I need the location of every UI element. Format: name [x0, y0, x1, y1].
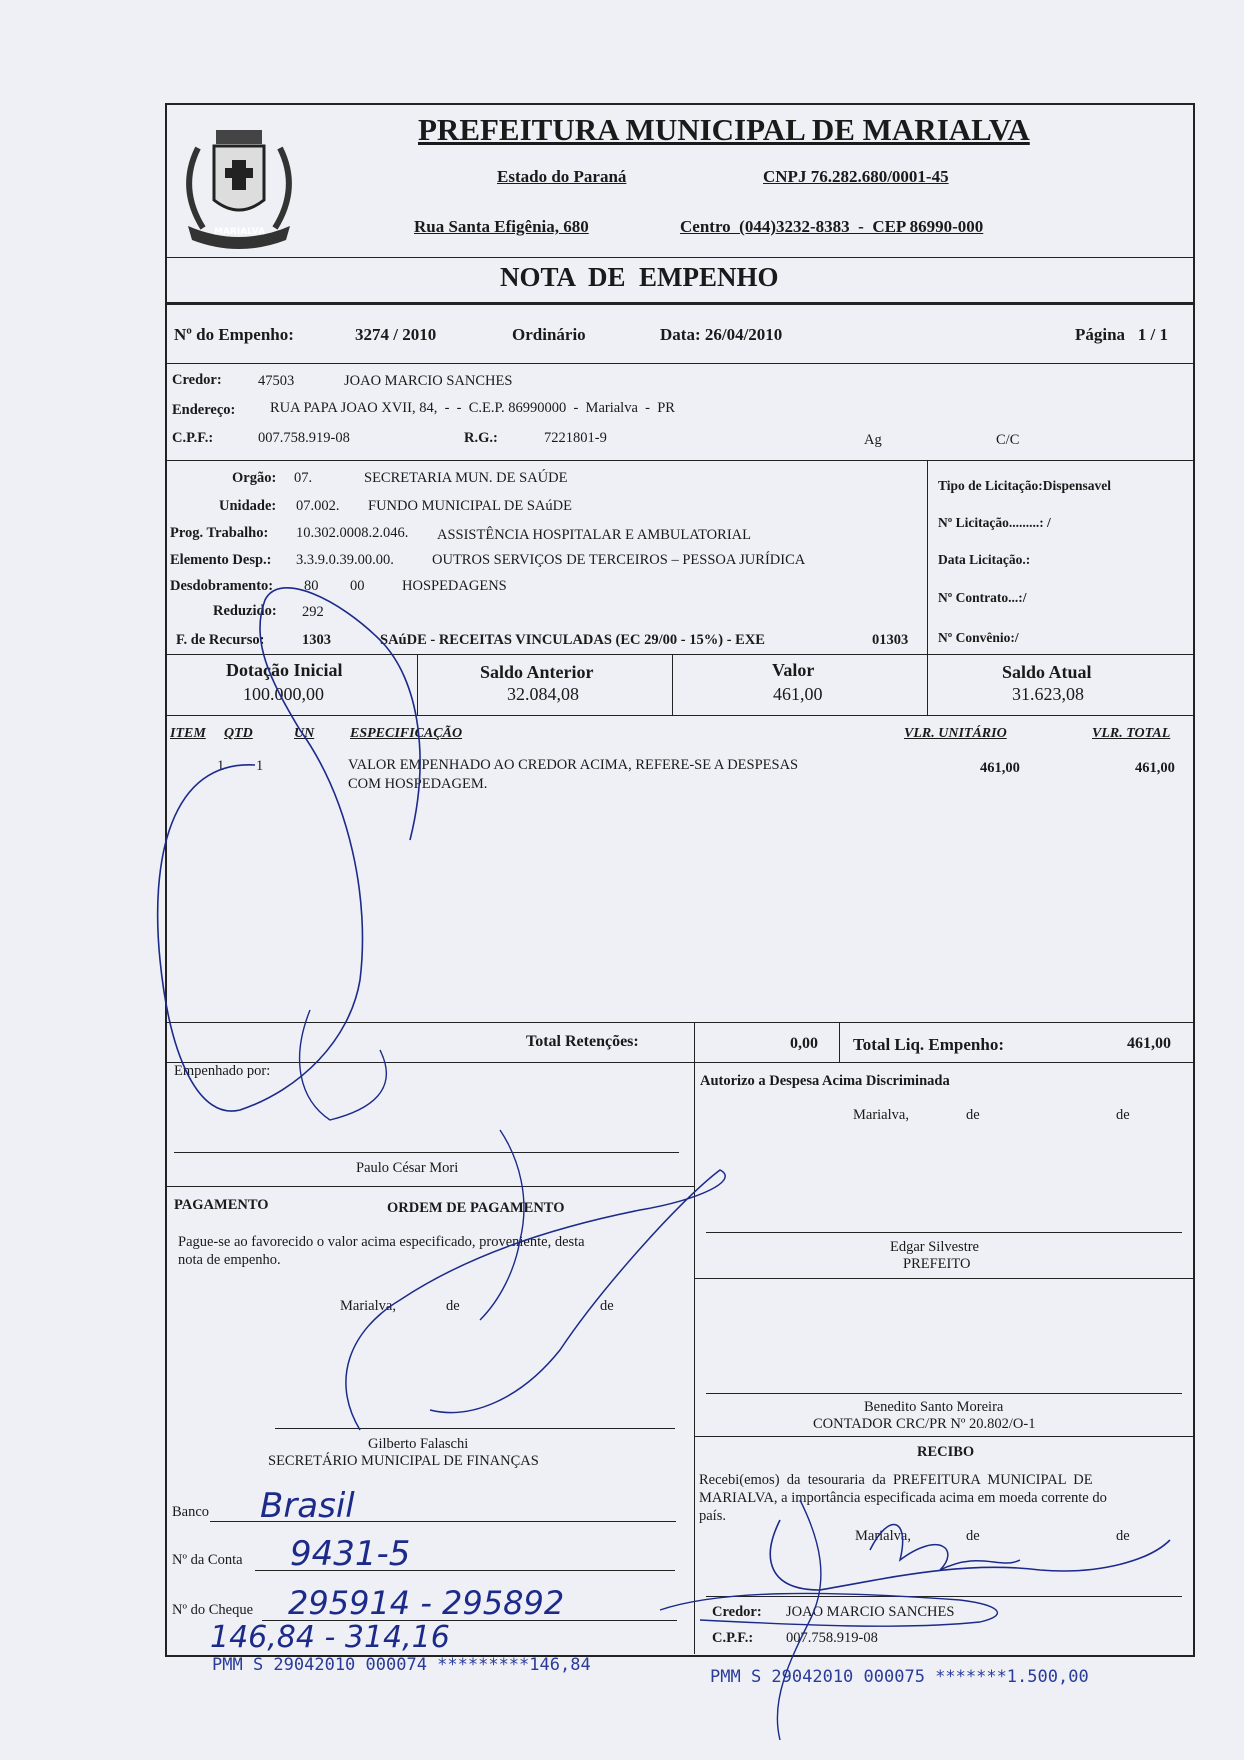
credor-label: Credor: [172, 372, 222, 388]
credor-name: JOAO MARCIO SANCHES [344, 373, 513, 389]
recibo-place: Marialva, [855, 1528, 911, 1544]
rg-label: R.G.: [464, 430, 498, 446]
col-unit: VLR. UNITÁRIO [904, 726, 1007, 741]
pagamento-de1: de [446, 1298, 460, 1314]
recibo-cpf: 007.758.919-08 [786, 1630, 878, 1646]
autorizo-de1: de [966, 1107, 980, 1123]
elem-code: 3.3.9.0.39.00.00. [296, 552, 394, 568]
desd-name: HOSPEDAGENS [402, 578, 507, 594]
item-desc-line2: COM HOSPEDAGEM. [348, 776, 488, 792]
ordem-pagamento-label: ORDEM DE PAGAMENTO [387, 1200, 565, 1216]
autorizo-label: Autorizo a Despesa Acima Discriminada [700, 1073, 950, 1089]
item-unit-value: 461,00 [980, 760, 1020, 776]
saldo-atual-label: Saldo Atual [1002, 662, 1092, 682]
financas-role: SECRETÁRIO MUNICIPAL DE FINANÇAS [268, 1453, 539, 1469]
cheque-handwritten-values: 146,84 - 314,16 [210, 1620, 450, 1655]
recibo-text3: país. [699, 1508, 726, 1524]
empenho-date: Data: 26/04/2010 [660, 325, 783, 344]
orgao-code: 07. [294, 470, 313, 486]
ag-label: Ag [864, 432, 882, 448]
address-label: Rua Santa Efigênia, 680 [414, 217, 589, 236]
recurso-num: 01303 [872, 632, 909, 648]
col-espec: ESPECIFICAÇÃO [350, 726, 463, 741]
licitacao-numero: Nº Licitação.........: / [938, 515, 1051, 530]
page-number: Página 1 / 1 [1075, 325, 1169, 344]
col-item: ITEM [170, 726, 206, 741]
crest-logo [168, 108, 310, 258]
desd-b: 00 [350, 578, 365, 594]
pagamento-de2: de [600, 1298, 614, 1314]
doc-title: NOTA DE EMPENHO [500, 262, 779, 292]
contador-role: CONTADOR CRC/PR Nº 20.802/O-1 [813, 1416, 1036, 1432]
licitacao-tipo: Tipo de Licitação:Dispensavel [938, 478, 1112, 493]
prefeito-role: PREFEITO [903, 1256, 971, 1272]
empenhado-label: Empenhado por: [174, 1063, 271, 1079]
total-liq-label: Total Liq. Empenho: [853, 1035, 1004, 1054]
unidade-code: 07.002. [296, 498, 340, 514]
prog-label: Prog. Trabalho: [170, 525, 269, 541]
recibo-credor-name: JOAO MARCIO SANCHES [786, 1604, 955, 1620]
credor-rg: 7221801-9 [544, 430, 607, 446]
prog-name: ASSISTÊNCIA HOSPITALAR E AMBULATORIAL [437, 527, 751, 543]
cheque-handwritten: 295914 - 295892 [288, 1584, 565, 1622]
orgao-label: Orgão: [232, 470, 277, 486]
empenhado-signer: Paulo César Mori [356, 1160, 459, 1176]
recibo-text2: MARIALVA, a importância especificada acima em moeda corrente do [699, 1490, 1107, 1506]
banco-label: Banco [172, 1504, 210, 1520]
elem-name: OUTROS SERVIÇOS DE TERCEIROS – PESSOA JURÍDICA [432, 552, 806, 568]
conta-handwritten: 9431-5 [290, 1534, 411, 1574]
financas-signer: Gilberto Falaschi [368, 1436, 469, 1452]
credor-address: RUA PAPA JOAO XVII, 84, - - C.E.P. 86990000 - Marialva - PR [270, 400, 675, 416]
reduzido-label: Reduzido: [213, 603, 277, 619]
cpf-label: C.P.F.: [172, 430, 214, 446]
empenho-number: 3274 / 2010 [355, 325, 437, 344]
valor-label: Valor [772, 660, 815, 680]
crest-text: MARIALVA [214, 227, 265, 237]
licitacao-contrato: Nº Contrato...:/ [938, 590, 1027, 605]
total-liq-value: 461,00 [1127, 1035, 1171, 1052]
licitacao-data: Data Licitação.: [938, 552, 1031, 567]
cheque-label: Nº do Cheque [172, 1602, 254, 1618]
item-qtd: 1 [256, 758, 264, 774]
pagamento-label: PAGAMENTO [174, 1197, 269, 1213]
recibo-label: RECIBO [917, 1444, 975, 1460]
pagamento-place: Marialva, [340, 1298, 396, 1314]
desd-a: 80 [304, 578, 319, 594]
desd-label: Desdobramento: [170, 578, 274, 594]
credor-cpf: 007.758.919-08 [258, 430, 350, 446]
pagamento-text1: Pague-se ao favorecido o valor acima especificado, proveniente, desta [178, 1234, 585, 1250]
bank-stamp-left: PMM S 29042010 000074 *********146,84 [212, 1655, 591, 1675]
unidade-name: FUNDO MUNICIPAL DE SAúDE [368, 498, 572, 514]
bank-stamp-right: PMM S 29042010 000075 *******1.500,00 [710, 1667, 1089, 1687]
recibo-credor-label: Credor: [712, 1604, 762, 1620]
reduzido-value: 292 [302, 604, 324, 620]
address-label-credor: Endereço: [172, 402, 236, 418]
item-total-value: 461,00 [1135, 760, 1175, 776]
pagamento-text2: nota de empenho. [178, 1252, 281, 1268]
recibo-de2: de [1116, 1528, 1130, 1544]
saldo-atual-value: 31.623,08 [1012, 684, 1084, 704]
empenho-type: Ordinário [512, 325, 586, 344]
recibo-de1: de [966, 1528, 980, 1544]
elem-label: Elemento Desp.: [170, 552, 272, 568]
col-qtd: QTD [224, 726, 253, 741]
autorizo-place: Marialva, [853, 1107, 909, 1123]
total-retencoes-value: 0,00 [790, 1035, 818, 1052]
licitacao-convenio: Nº Convênio:/ [938, 630, 1019, 645]
saldo-anterior-value: 32.084,08 [507, 684, 579, 704]
state-label: Estado do Paraná [497, 167, 627, 186]
district-phone-cep: Centro (044)3232-8383 - CEP 86990-000 [680, 217, 984, 236]
page-title: PREFEITURA MUNICIPAL DE MARIALVA [418, 112, 1030, 147]
recibo-cpf-label: C.P.F.: [712, 1630, 754, 1646]
prefeito-name: Edgar Silvestre [890, 1239, 979, 1255]
unidade-label: Unidade: [219, 498, 277, 514]
banco-handwritten: Brasil [260, 1486, 355, 1526]
total-retencoes-label: Total Retenções: [526, 1033, 639, 1050]
dotacao-inicial-label: Dotação Inicial [226, 660, 343, 680]
contador-name: Benedito Santo Moreira [864, 1399, 1004, 1415]
valor-value: 461,00 [773, 684, 823, 704]
orgao-name: SECRETARIA MUN. DE SAÚDE [364, 470, 568, 486]
recurso-code: 1303 [302, 632, 331, 648]
recurso-name: SAúDE - RECEITAS VINCULADAS (EC 29/00 - 15%) - EXE [380, 632, 765, 648]
credor-code: 47503 [258, 373, 295, 389]
recurso-label: F. de Recurso: [176, 632, 265, 648]
conta-label: Nº da Conta [172, 1552, 243, 1568]
col-total: VLR. TOTAL [1092, 726, 1171, 741]
item-number: 1 [217, 758, 225, 774]
prog-code: 10.302.0008.2.046. [296, 525, 409, 541]
item-desc-line1: VALOR EMPENHADO AO CREDOR ACIMA, REFERE-SE A DESPESAS [348, 757, 799, 773]
col-un: UN [294, 726, 315, 741]
autorizo-de2: de [1116, 1107, 1130, 1123]
recibo-text1: Recebi(emos) da tesouraria da PREFEITURA MUNICIPAL DE [699, 1472, 1093, 1488]
cnpj-label: CNPJ 76.282.680/0001-45 [763, 167, 949, 186]
dotacao-inicial-value: 100.000,00 [243, 684, 324, 704]
empenho-number-label: Nº do Empenho: [174, 325, 294, 344]
cc-label: C/C [996, 432, 1020, 448]
saldo-anterior-label: Saldo Anterior [480, 662, 594, 682]
